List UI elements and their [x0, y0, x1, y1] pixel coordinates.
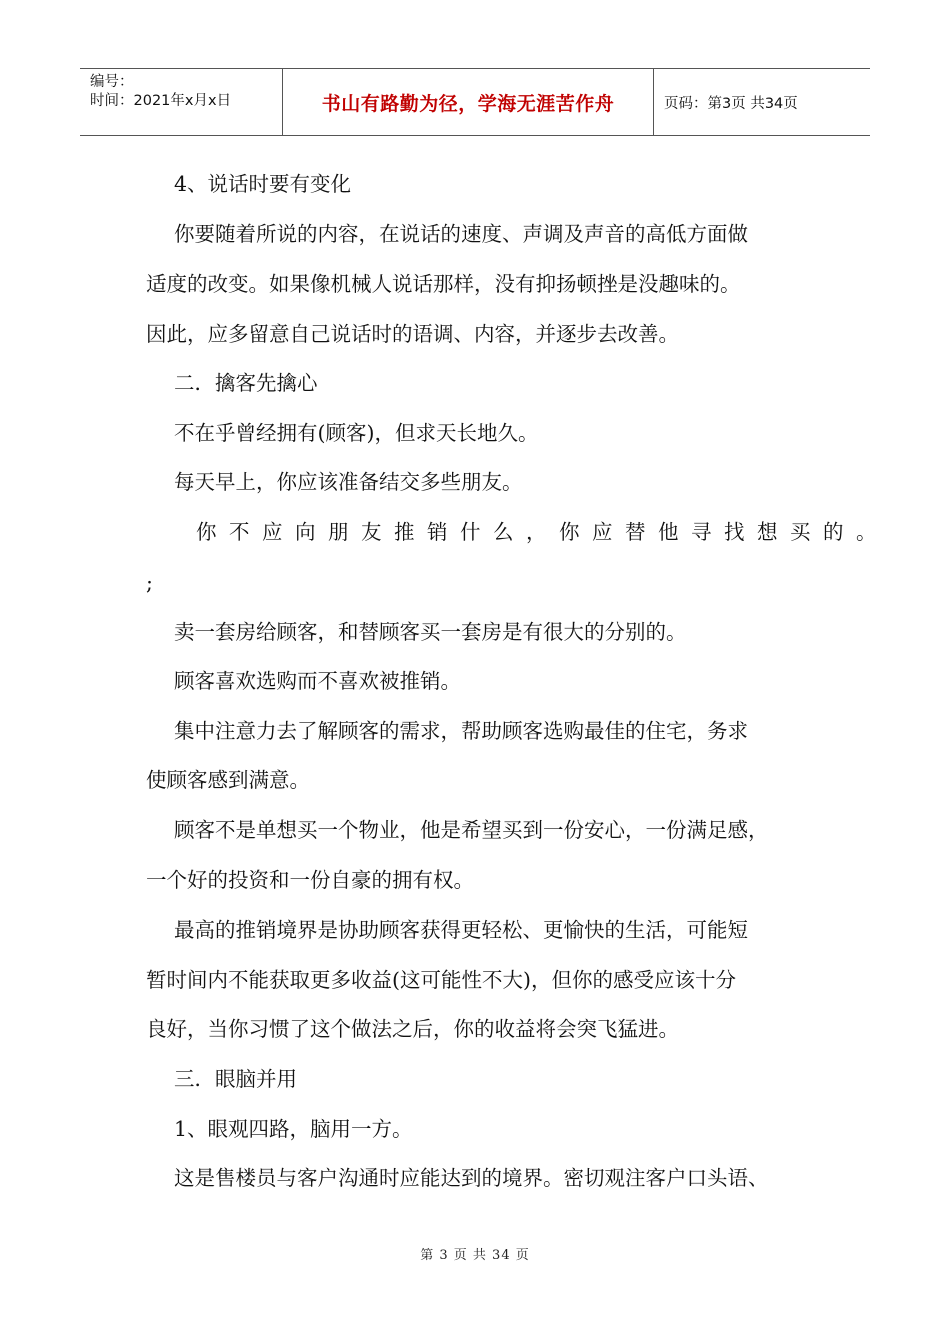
body-line: 暂时间内不能获取更多收益(这可能性不大)，但你的感受应该十分 [146, 968, 736, 992]
body-line: 不在乎曾经拥有(顾客)，但求天长地久。 [174, 421, 539, 445]
body-line: 最高的推销境界是协助顾客获得更轻松、更愉快的生活，可能短 [174, 918, 748, 942]
document-number: 编号： [90, 74, 134, 90]
page-header [80, 68, 870, 136]
body-line: 一个好的投资和一份自豪的拥有权。 [146, 868, 474, 892]
body-line: 因此，应多留意自己说话时的语调、内容，并逐步去改善。 [146, 322, 679, 346]
document-date: 时间：2021年x月x日 [90, 93, 232, 109]
header-page-info: 页码：第3页 共34页 [664, 95, 798, 112]
body-line: 适度的改变。如果像机械人说话那样，没有抑扬顿挫是没趣味的。 [146, 272, 741, 296]
header-meta [80, 69, 283, 135]
header-motto: 书山有路勤为径，学海无涯苦作舟 [283, 69, 654, 135]
page-footer: 第 3 页 共 34 页 [420, 1248, 530, 1263]
body-line: 使顾客感到满意。 [146, 768, 310, 792]
body-line: 良好，当你习惯了这个做法之后，你的收益将会突飞猛进。 [146, 1017, 679, 1041]
section-heading: 二．擒客先擒心 [174, 371, 318, 395]
body-line: 4、说话时要有变化 [174, 172, 352, 196]
body-line: 你不应向朋友推销什么，你应替他寻找想买的。 [196, 520, 889, 544]
body-line: 集中注意力去了解顾客的需求，帮助顾客选购最佳的住宅，务求 [174, 719, 748, 743]
body-line: 1、眼观四路，脑用一方。 [174, 1117, 413, 1141]
body-line: 这是售楼员与客户沟通时应能达到的境界。密切观注客户口头语、 [174, 1166, 769, 1190]
section-heading: 三．眼脑并用 [174, 1067, 297, 1091]
body-line: 每天早上，你应该准备结交多些朋友。 [174, 470, 523, 494]
body-line: ; [146, 571, 153, 595]
body-line: 顾客不是单想买一个物业，他是希望买到一份安心，一份满足感， [174, 818, 769, 842]
body-line: 顾客喜欢选购而不喜欢被推销。 [174, 669, 461, 693]
body-line: 你要随着所说的内容，在说话的速度、声调及声音的高低方面做 [174, 222, 748, 246]
body-line: 卖一套房给顾客，和替顾客买一套房是有很大的分别的。 [174, 620, 687, 644]
